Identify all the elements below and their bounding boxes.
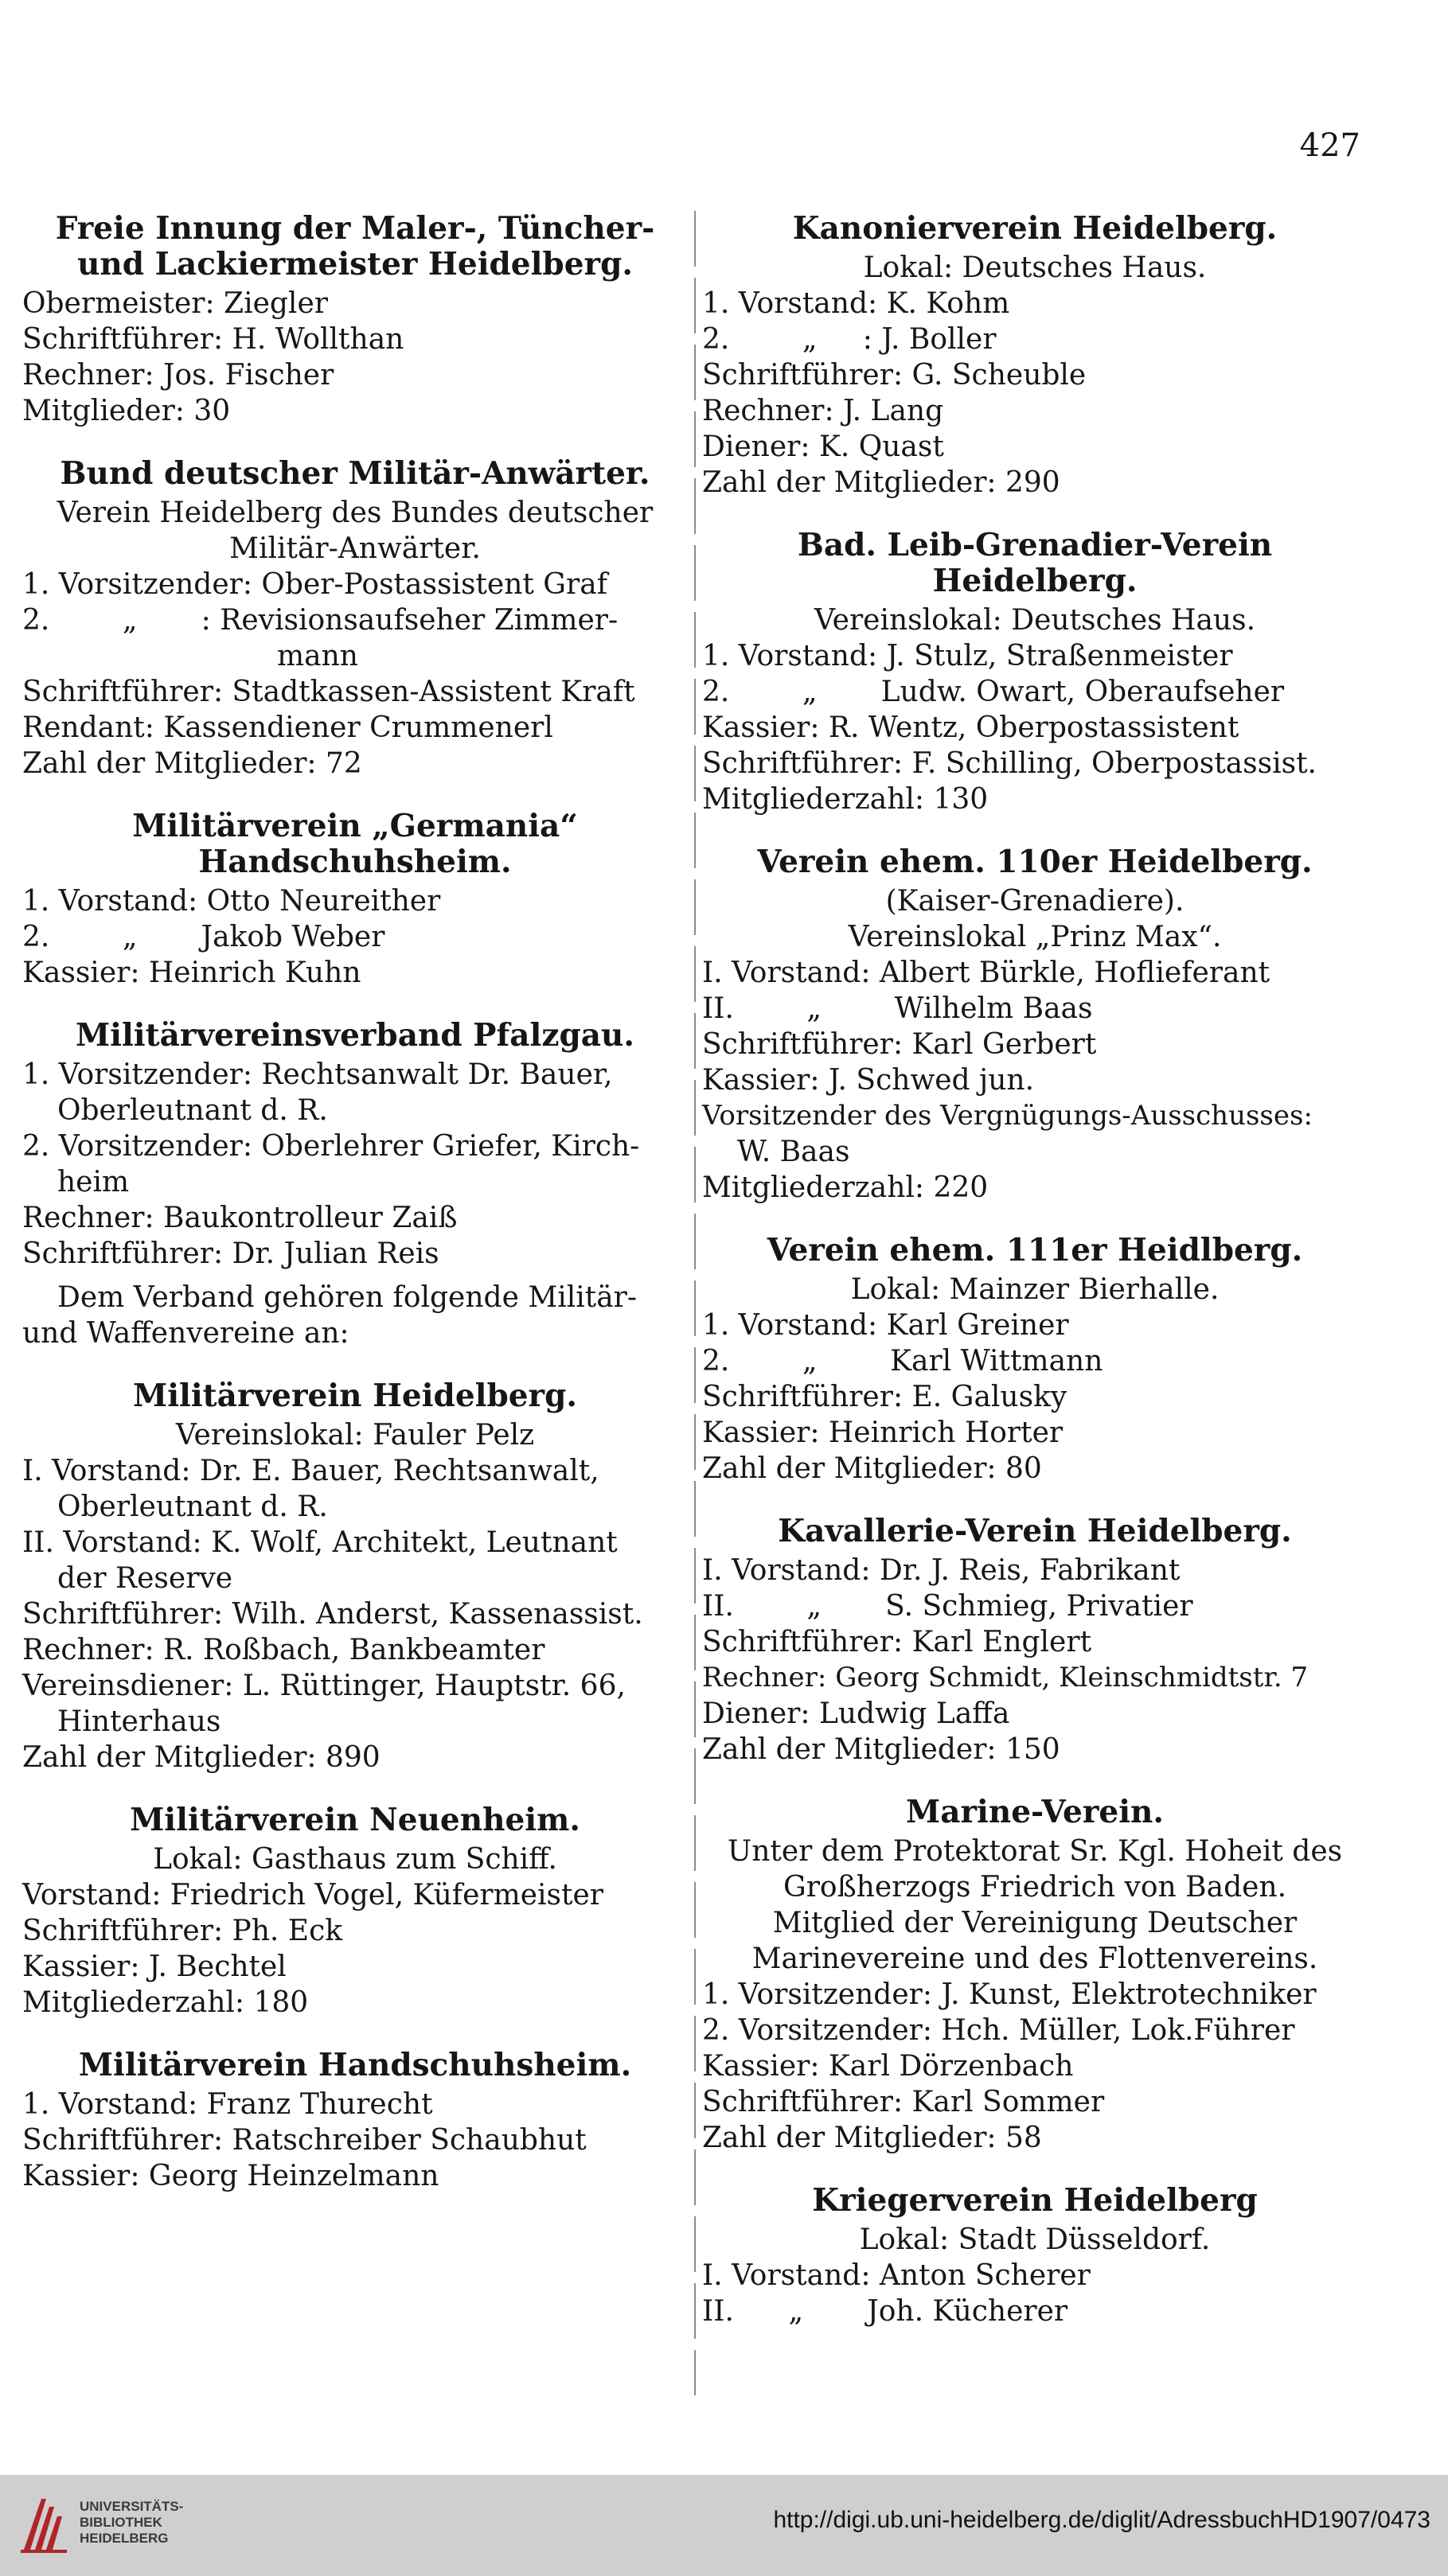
entry-line: Schriftführer: Karl Gerbert: [702, 1028, 1097, 1061]
section-subtitle: Vereinslokal: Fauler Pelz: [175, 1419, 535, 1452]
section-title: Militärverein Neuenheim.: [130, 1802, 580, 1838]
section-title: Kavallerie-Verein Heidelberg.: [778, 1513, 1292, 1549]
section-subtitle: Lokal: Stadt Düsseldorf.: [859, 2223, 1211, 2256]
entry-line: 1. Vorstand: Karl Greiner: [702, 1309, 1069, 1342]
entry-line: Kassier: R. Wentz, Oberpostassistent: [702, 711, 1239, 744]
entry-line: Mitglieder: 30: [22, 395, 231, 427]
entry-line: 1. Vorstand: Otto Neureither: [22, 885, 441, 918]
entry-line: Obermeister: Ziegler: [22, 287, 328, 320]
entry-line: Schriftführer: Ratschreiber Schaubhut: [22, 2124, 587, 2157]
entry-line: Kassier: J. Bechtel: [22, 1951, 287, 1983]
section-verein-111er: [702, 1233, 1368, 1487]
section-kriegerverein: [702, 2183, 1368, 2329]
section-title: Kanonierverein Heidelberg.: [792, 210, 1278, 247]
entry-line: Vereinsdiener: L. Rüttinger, Hauptstr. 66,: [22, 1670, 626, 1702]
entry-line: Zahl der Mitglieder: 150: [702, 1733, 1060, 1766]
entry-line: Diener: K. Quast: [702, 431, 944, 463]
paragraph: Dem Verband gehören folgende Militär- und Waffenvereine an:: [22, 1281, 638, 1350]
entry-line: 1. Vorstand: K. Kohm: [702, 287, 1010, 320]
section-subtitle: (Kaiser-Grenadiere).: [885, 885, 1185, 918]
entry-line: Schriftführer: Karl Englert: [702, 1626, 1092, 1658]
entry-line: 2. „ Ludw. Owart, Oberaufseher: [702, 676, 1285, 708]
entry-line: Hinterhaus: [57, 1705, 221, 1738]
entry-line: Oberleutnant d. R.: [57, 1094, 328, 1127]
entry-line: der Reserve: [57, 1562, 233, 1595]
entry-line: Rechner: Georg Schmidt, Kleinschmidtstr. 7: [702, 1662, 1309, 1693]
left-column: [22, 211, 688, 2221]
right-column: [702, 211, 1368, 2356]
section-militaerverein-heidelberg: [22, 1378, 688, 1775]
section-title: Militärvereinsverband Pfalzgau.: [76, 1017, 634, 1054]
entry-line: II. „ Wilhelm Baas: [702, 992, 1093, 1025]
section-title: Militärverein Handschuhsheim.: [78, 2047, 632, 2083]
section-militaervereinsverband-pfalzgau: [22, 1018, 688, 1351]
entry-line: Schriftführer: E. Galusky: [702, 1381, 1067, 1413]
section-title: Kriegerverein Heidelberg: [812, 2182, 1258, 2219]
entry-line: Schriftführer: Ph. Eck: [22, 1915, 343, 1947]
entry-line: Zahl der Mitglieder: 58: [702, 2122, 1042, 2154]
entry-line: Mitgliederzahl: 130: [702, 783, 989, 816]
entry-line: Zahl der Mitglieder: 72: [22, 747, 362, 780]
entry-line: Kassier: J. Schwed jun.: [702, 1064, 1035, 1097]
section-subtitle: Lokal: Gasthaus zum Schiff.: [153, 1843, 557, 1876]
entry-line: 2. „ Karl Wittmann: [702, 1345, 1103, 1378]
section-title: Militärverein Heidelberg.: [133, 1378, 577, 1414]
entry-line: Rechner: Baukontrolleur Zaiß: [22, 1202, 458, 1234]
entry-line: Vorstand: Friedrich Vogel, Küfermeister: [22, 1879, 604, 1912]
section-bund-militaer-anwaerter: [22, 456, 688, 781]
section-subtitle: Mitglied der Vereinigung Deutscher Marinevereine und des Flottenvereins.: [751, 1907, 1318, 1975]
section-subtitle: Unter dem Protektorat Sr. Kgl. Hoheit des Großherzogs Friedrich von Baden.: [727, 1835, 1343, 1904]
entry-line: Kassier: Heinrich Horter: [702, 1417, 1064, 1449]
entry-line: mann: [277, 640, 358, 672]
entry-line: 2. „ : Revisionsaufseher Zimmer-: [22, 604, 619, 637]
entry-line: Schriftführer: Stadtkassen-Assistent Kraft: [22, 676, 635, 708]
entry-line: 1. Vorsitzender: Rechtsanwalt Dr. Bauer,: [22, 1058, 613, 1091]
entry-line: Zahl der Mitglieder: 890: [22, 1741, 381, 1774]
source-url-link[interactable]: http://digi.ub.uni-heidelberg.de/diglit/AdressbuchHD1907/0473: [773, 2507, 1430, 2533]
entry-line: I. Vorstand: Albert Bürkle, Hoflieferant: [702, 957, 1270, 989]
entry-line: Kassier: Georg Heinzelmann: [22, 2160, 439, 2192]
entry-line: I. Vorstand: Dr. E. Bauer, Rechtsanwalt,: [22, 1455, 599, 1487]
entry-line: Vorsitzender des Vergnügungs-Ausschusses:: [702, 1100, 1313, 1132]
section-leib-grenadier-verein: [702, 528, 1368, 817]
section-title: Freie Innung der Maler-, Tüncher- und Lackiermeister Heidelberg.: [55, 210, 655, 283]
entry-line: Mitgliederzahl: 180: [22, 1986, 309, 2019]
section-title: Militärverein „Germania“ Handschuhsheim.: [132, 808, 578, 880]
library-name: UNIVERSITÄTS- BIBLIOTHEK HEIDELBERG: [80, 2499, 184, 2546]
entry-line: Rendant: Kassendiener Crummenerl: [22, 711, 553, 744]
entry-line: Schriftführer: H. Wollthan: [22, 323, 404, 356]
section-militaerverein-handschuhsheim: [22, 2048, 688, 2194]
section-subtitle: Verein Heidelberg des Bundes deutscher Militär-Anwärter.: [57, 497, 654, 565]
university-library-logo-icon: [18, 2492, 73, 2556]
entry-line: II. Vorstand: K. Wolf, Architekt, Leutnant: [22, 1526, 618, 1559]
section-subtitle: Lokal: Mainzer Bierhalle.: [850, 1273, 1220, 1306]
section-subtitle: Vereinslokal: Deutsches Haus.: [814, 604, 1256, 637]
section-kavallerie-verein: [702, 1514, 1368, 1767]
viewer-footer: [0, 2475, 1448, 2576]
entry-line: Rechner: Jos. Fischer: [22, 359, 334, 392]
section-militaerverein-germania: [22, 809, 688, 991]
entry-line: Schriftführer: Karl Sommer: [702, 2086, 1105, 2118]
entry-line: II. „ Joh. Kücherer: [702, 2295, 1068, 2328]
entry-line: 1. Vorstand: Franz Thurecht: [22, 2088, 433, 2121]
section-title: Bund deutscher Militär-Anwärter.: [60, 455, 650, 492]
entry-line: Kassier: Heinrich Kuhn: [22, 957, 361, 989]
entry-line: 2. „ : J. Boller: [702, 323, 997, 356]
entry-line: W. Baas: [737, 1136, 850, 1168]
section-title: Bad. Leib-Grenadier-Verein Heidelberg.: [797, 527, 1273, 599]
entry-line: Mitgliederzahl: 220: [702, 1171, 989, 1204]
section-kanonierverein: [702, 211, 1368, 501]
entry-line: Kassier: Karl Dörzenbach: [702, 2050, 1074, 2083]
entry-line: Schriftführer: F. Schilling, Oberpostassist.: [702, 747, 1317, 780]
section-maler-innung: [22, 211, 688, 429]
entry-line: 1. Vorstand: J. Stulz, Straßenmeister: [702, 640, 1233, 672]
entry-line: Rechner: J. Lang: [702, 395, 944, 427]
section-marine-verein: [702, 1795, 1368, 2156]
column-divider: [694, 211, 696, 2395]
section-title: Verein ehem. 110er Heidelberg.: [757, 844, 1313, 880]
entry-line: 1. Vorsitzender: Ober-Postassistent Graf: [22, 568, 608, 601]
section-subtitle: Lokal: Deutsches Haus.: [863, 251, 1207, 284]
entry-line: Diener: Ludwig Laffa: [702, 1697, 1010, 1730]
entry-line: 2. Vorsitzender: Oberlehrer Griefer, Kirch-: [22, 1130, 640, 1163]
entry-line: heim: [57, 1166, 130, 1198]
section-verein-110er: [702, 844, 1368, 1206]
entry-line: I. Vorstand: Dr. J. Reis, Fabrikant: [702, 1554, 1181, 1587]
entry-line: I. Vorstand: Anton Scherer: [702, 2259, 1091, 2292]
entry-line: Rechner: R. Roßbach, Bankbeamter: [22, 1634, 545, 1666]
entry-line: Oberleutnant d. R.: [57, 1491, 328, 1523]
entry-line: Zahl der Mitglieder: 80: [702, 1452, 1042, 1485]
entry-line: 1. Vorsitzender: J. Kunst, Elektrotechniker: [702, 1978, 1317, 2011]
entry-line: 2. „ Jakob Weber: [22, 921, 385, 953]
entry-line: Schriftführer: Wilh. Anderst, Kassenassist.: [22, 1598, 643, 1631]
entry-line: 2. Vorsitzender: Hch. Müller, Lok.Führer: [702, 2014, 1295, 2047]
entry-line: II. „ S. Schmieg, Privatier: [702, 1590, 1193, 1623]
entry-line: Schriftführer: G. Scheuble: [702, 359, 1087, 392]
entry-line: Zahl der Mitglieder: 290: [702, 466, 1060, 499]
section-title: Marine-Verein.: [906, 1794, 1164, 1830]
section-title: Verein ehem. 111er Heidlberg.: [767, 1232, 1303, 1269]
section-subtitle: Vereinslokal „Prinz Max“.: [848, 921, 1222, 953]
section-militaerverein-neuenheim: [22, 1802, 688, 2021]
entry-line: Schriftführer: Dr. Julian Reis: [22, 1237, 439, 1270]
page-number: 427: [1299, 127, 1360, 164]
